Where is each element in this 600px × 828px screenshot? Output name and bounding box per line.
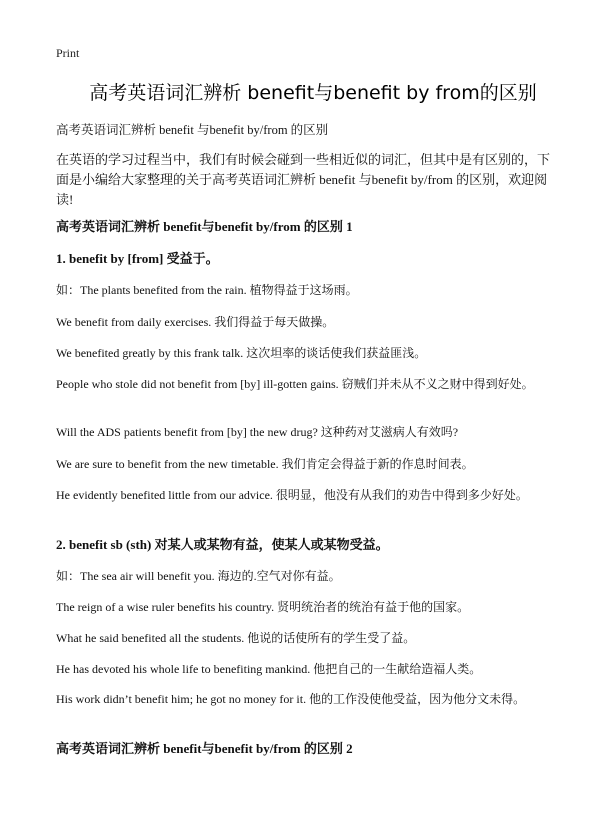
document-subtitle: 高考英语词汇辨析 benefit 与benefit by/from 的区别 bbox=[56, 123, 329, 137]
example-sentence: The reign of a wise ruler benefits his country. 贤明统治者的统治有益于他的国家。 bbox=[56, 600, 470, 614]
example-sentence: His work didn’t benefit him; he got no money for it. 他的工作没使他受益，因为他分文未得。 bbox=[56, 692, 526, 706]
print-label[interactable]: Print bbox=[56, 46, 80, 60]
example-sentence: He has devoted his whole life to benefiting mankind. 他把自己的一生献给造福人类。 bbox=[56, 662, 482, 676]
example-sentence: We are sure to benefit from the new timetable. 我们肯定会得益于新的作息时间表。 bbox=[56, 457, 474, 471]
example-sentence: We benefited greatly by this frank talk. 这次坦率的谈话使我们获益匪浅。 bbox=[56, 346, 427, 360]
subsection-heading-2: 2. benefit sb (sth) 对某人或某物有益，使某人或某物受益。 bbox=[56, 537, 389, 552]
section-heading-1: 高考英语词汇辨析 benefit与benefit by/from 的区别 1 bbox=[56, 219, 353, 234]
example-sentence: 如：The sea air will benefit you. 海边的.空气对你有益。 bbox=[56, 569, 341, 583]
example-sentence: 如：The plants benefited from the rain. 植物得益于这场雨。 bbox=[56, 283, 358, 297]
intro-paragraph: 在英语的学习过程当中，我们有时候会碰到一些相近似的词汇，但其中是有区别的，下面是小编给大家整理的关于高考英语词汇辨析 benefit 与benefit by/from 的区别，欢迎阅读! bbox=[56, 152, 551, 207]
example-sentence: He evidently benefited little from our advice. 很明显，他没有从我们的劝告中得到多少好处。 bbox=[56, 488, 528, 502]
example-sentence: What he said benefited all the students. 他说的话使所有的学生受了益。 bbox=[56, 631, 416, 645]
section-heading-2: 高考英语词汇辨析 benefit与benefit by/from 的区别 2 bbox=[56, 741, 353, 756]
example-sentence: Will the ADS patients benefit from [by] the new drug? 这种药对艾滋病人有效吗? bbox=[56, 425, 459, 439]
example-sentence: People who stole did not benefit from [by] ill-gotten gains. 窃贼们并未从不义之财中得到好处。 bbox=[56, 377, 534, 391]
example-sentence: We benefit from daily exercises. 我们得益于每天做操。 bbox=[56, 315, 335, 329]
subsection-heading-1: 1. benefit by [from] 受益于。 bbox=[56, 251, 219, 266]
page-title: 高考英语词汇辨析 benefit与benefit by from的区别 bbox=[89, 82, 537, 104]
